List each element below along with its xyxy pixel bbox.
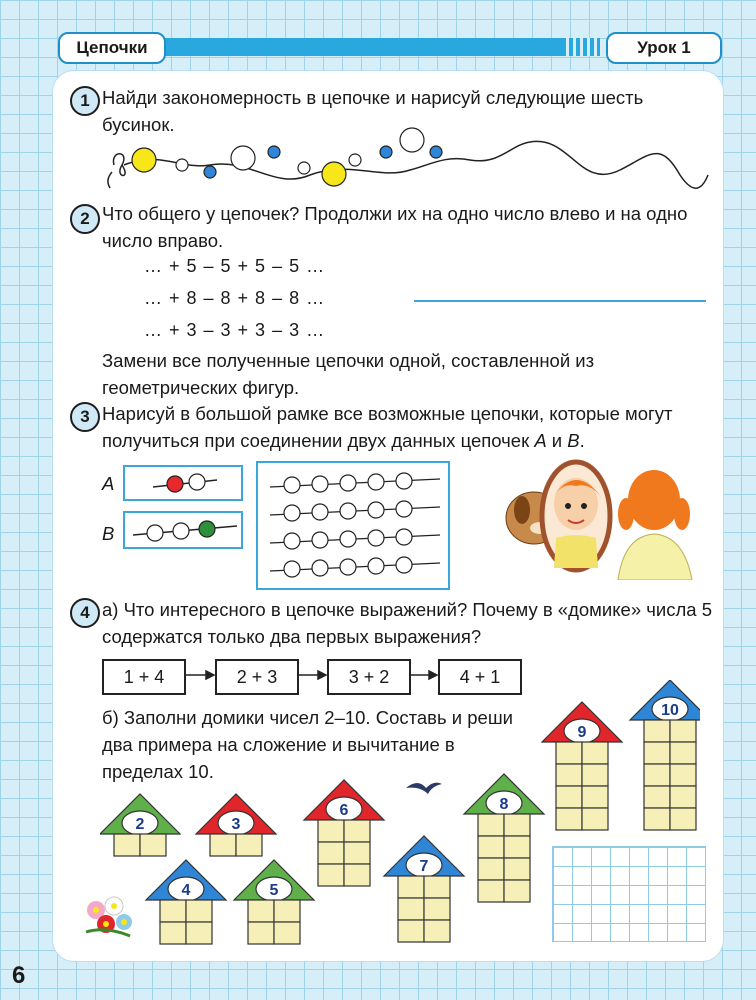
bead-white: [173, 523, 189, 539]
task2-text: Что общего у цепочек? Продолжи их на одно число влево и на одно число вправо.: [102, 203, 688, 251]
task-number: 3: [70, 402, 100, 432]
lesson-tag: Урок 1: [606, 32, 722, 64]
task4-text-b: б) Заполни домики чисел 2–10. Составь и реши два примера на сложение и вычитание в пределах 10.: [102, 707, 514, 782]
chain-b-box: [123, 511, 243, 549]
task-number: 4: [70, 598, 100, 628]
bead-blue: [430, 146, 442, 158]
bead-blue: [268, 146, 280, 158]
topic-tag: Цепочки: [58, 32, 166, 64]
page-number: 6: [12, 962, 26, 989]
chain-a-box: [123, 465, 243, 501]
header-stripes: [566, 38, 600, 56]
bead-blue: [204, 166, 216, 178]
bead-small: [349, 154, 361, 166]
task-number: 2: [70, 204, 100, 234]
expression-box: 4 + 1: [438, 659, 522, 695]
expression: … + 8 – 8 + 8 – 8 …: [144, 288, 326, 308]
bead-yellow: [322, 162, 346, 186]
flowers-decoration: [80, 892, 136, 942]
expression-box: 3 + 2: [327, 659, 411, 695]
house-number: 2: [135, 816, 145, 833]
header-bar: [160, 38, 600, 56]
bead-small: [176, 159, 188, 171]
task1-text: Найди закономерность в цепочке и нарисуй следующие шесть бусинок.: [102, 87, 644, 135]
bead-chain: [100, 120, 710, 200]
expression-box: 2 + 3: [215, 659, 299, 695]
label-b: В: [102, 523, 115, 544]
task3-text: Нарисуй в большой рамке все возможные цепочки, которые могут получиться при соединении двух данных цепочек А и В.: [102, 403, 673, 451]
label-a: А: [102, 473, 115, 494]
expression: … + 5 – 5 + 5 – 5 …: [144, 256, 326, 276]
task-number: 1: [70, 86, 100, 116]
house-number: 10: [661, 702, 679, 719]
house-number: 3: [231, 816, 241, 833]
bead-large: [400, 128, 424, 152]
bead-white: [147, 525, 163, 541]
expression-box: 1 + 4: [102, 659, 186, 695]
bead-yellow: [132, 148, 156, 172]
house-number: 6: [339, 802, 349, 819]
bead-large: [231, 146, 255, 170]
girl-mirror-illustration: [494, 452, 720, 580]
house-number: 9: [577, 724, 587, 741]
bead-small: [298, 162, 310, 174]
bead-white: [189, 474, 205, 490]
answer-line[interactable]: [414, 300, 706, 302]
expression: … + 3 – 3 + 3 – 3 …: [144, 320, 326, 340]
bead-red: [167, 476, 183, 492]
task2-text2: Замени все полученные цепочки одной, составленной из геометрических фигур.: [102, 350, 595, 398]
house-number: 8: [499, 796, 509, 813]
house-number: 5: [269, 882, 279, 899]
house-number: 7: [419, 858, 429, 875]
task4-text-a: а) Что интересного в цепочке выражений? Почему в «домике» числа 5 содержатся только два первых выражения?: [102, 599, 712, 647]
big-frame[interactable]: [256, 461, 450, 590]
answer-grid[interactable]: [552, 846, 706, 942]
house-number: 4: [181, 882, 191, 899]
bead-green: [199, 521, 215, 537]
bead-blue: [380, 146, 392, 158]
